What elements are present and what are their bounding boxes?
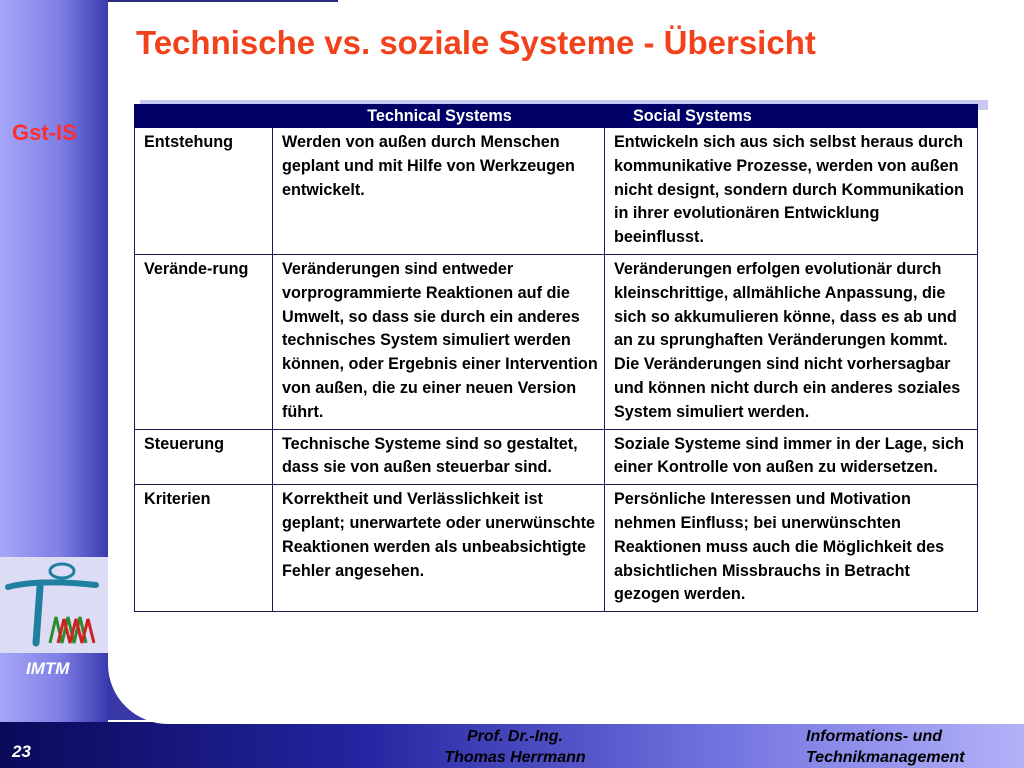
author-block: [420, 726, 610, 768]
social-cell: Veränderungen erfolgen evolutionär durch kleinschrittige, allmähliche Anpassung, die sich so akkumulieren könne, dass es ab und an zu sprunghaften Veränderungen kommt. Die Veränderungen sind nicht vorhersagbar und können nicht durch ein anderes soziales System simuliert werden.: [605, 254, 978, 429]
row-label: Entstehung: [135, 128, 273, 255]
technical-cell: Technische Systeme sind so gestaltet, dass sie von außen steuerbar sind.: [273, 429, 605, 485]
logo-caption: IMTM: [26, 659, 70, 678]
social-cell: Entwickeln sich aus sich selbst heraus durch kommunikative Prozesse, werden von außen nicht designt, sondern durch Kommunikation in ihrer evolutionären Entwicklung beeinflusst.: [605, 128, 978, 255]
imtm-logo-icon: [0, 557, 108, 653]
sidebar-label: Gst-IS: [12, 120, 77, 145]
technical-cell: Korrektheit und Verlässlichkeit ist geplant; unerwartete oder unerwünschte Reaktionen werden als unbeabsichtigte Fehler angesehen.: [273, 485, 605, 612]
social-cell: Soziale Systeme sind immer in der Lage, sich einer Kontrolle von außen zu widersetzen.: [605, 429, 978, 485]
table-row: [135, 254, 978, 429]
technical-cell: Werden von außen durch Menschen geplant und mit Hilfe von Werkzeugen entwickelt.: [273, 128, 605, 255]
technical-cell: Veränderungen sind entweder vorprogrammierte Reaktionen auf die Umwelt, so dass sie durch ein anderes technisches System simuliert werden können, oder Ergebnis einer Intervention von außen, die zu einer neuen Version führt.: [273, 254, 605, 429]
page-number: 23: [12, 742, 31, 761]
social-cell: Persönliche Interessen und Motivation nehmen Einfluss; bei unerwünschten Reaktionen muss auch die Möglichkeit des absichtlichen Missbrauchs in Betracht gezogen werden.: [605, 485, 978, 612]
imtm-logo: [0, 557, 108, 653]
table-header-row: [135, 105, 978, 128]
row-label: Steuerung: [135, 429, 273, 485]
header-technical-systems: Technical Systems: [273, 105, 605, 128]
comparison-table: [134, 104, 978, 612]
top-rule-divider: [108, 0, 338, 2]
department-line-2: Technikmanagement: [806, 749, 965, 766]
department-block: [806, 726, 965, 768]
table-row: [135, 429, 978, 485]
slide-title: Technische vs. soziale Systeme - Übersicht: [136, 24, 816, 61]
author-line-1: Prof. Dr.-Ing.: [467, 728, 563, 745]
row-label: Kriterien: [135, 485, 273, 612]
author-line-2: Thomas Herrmann: [444, 749, 586, 766]
department-line-1: Informations- und: [806, 728, 942, 745]
table-row: [135, 128, 978, 255]
header-empty: [135, 105, 273, 128]
header-social-systems: Social Systems: [605, 105, 978, 128]
table-row: [135, 485, 978, 612]
row-label: Verände-rung: [135, 254, 273, 429]
